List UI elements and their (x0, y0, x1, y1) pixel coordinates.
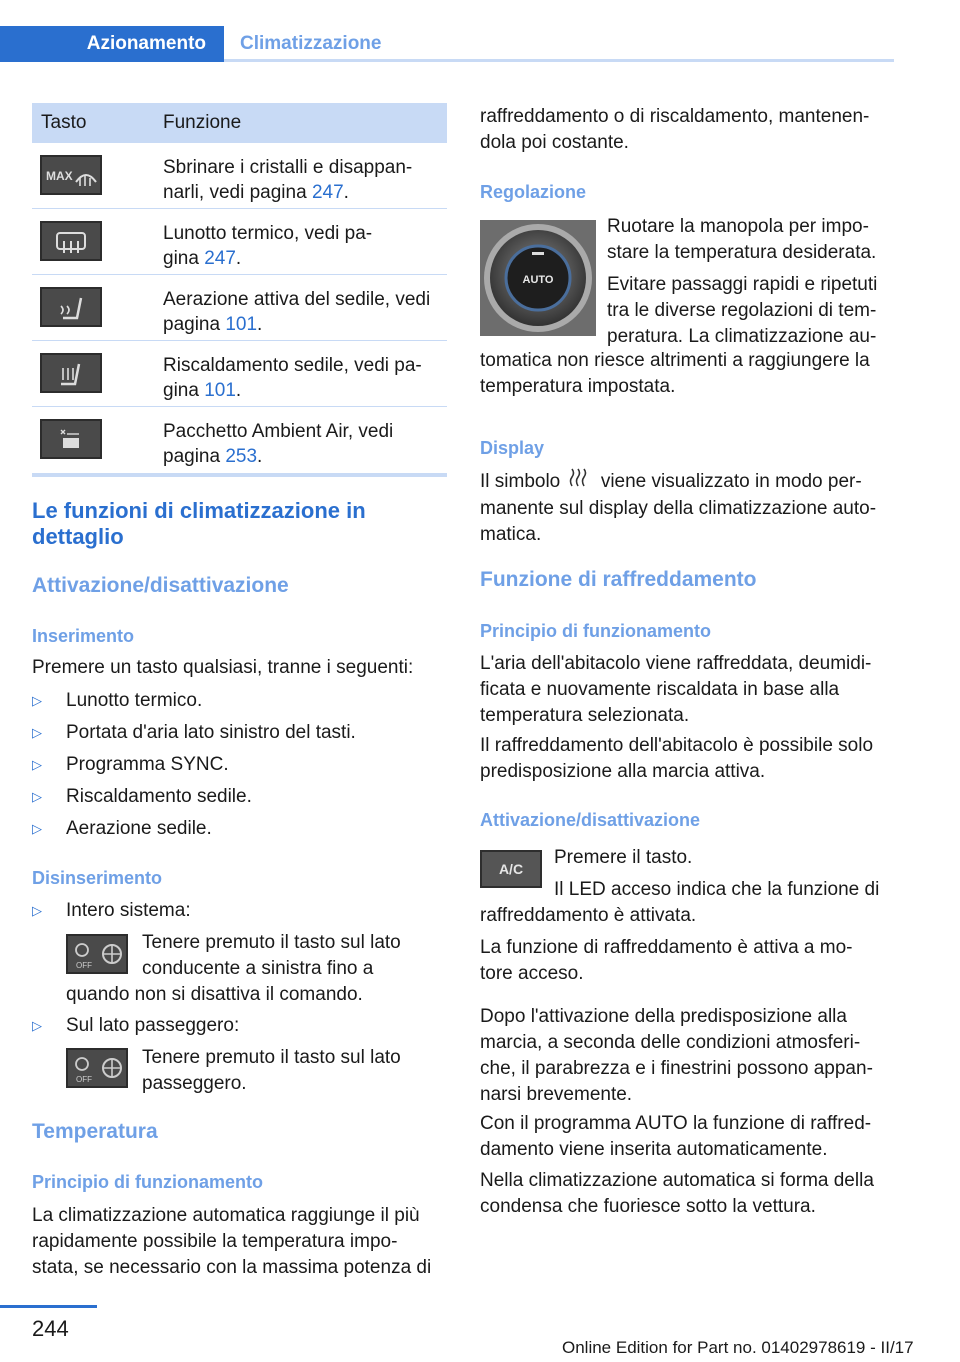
max-defrost-icon (40, 155, 102, 195)
whole-text-cont: quando non si disattiva il comando. (66, 984, 363, 1005)
table-row (32, 341, 447, 407)
svg-text:OFF: OFF (76, 961, 92, 970)
function-text: Aerazione attiva del sedile, vedi pagina 101. (163, 289, 431, 335)
function-text: Riscaldamento sedile, vedi pa- gina 101. (163, 355, 422, 401)
passenger-text: Tenere premuto il tasto sul lato passeggero. (142, 1047, 401, 1094)
page-link[interactable]: 247 (204, 248, 236, 269)
insert-heading: Inserimento (32, 626, 135, 646)
temperature-heading: Temperatura (32, 1120, 158, 1143)
ac-text: Il LED acceso indica che la funzione di (554, 879, 880, 900)
ac-text: La funzione di raffreddamento è attiva a mo- tore acceso. (480, 937, 853, 984)
condensation-text: Dopo l'attivazione della predisposizione alla marcia, a seconda delle condizioni atmosferi- che, il parabrezza e i finestrini possono appan- narsi brevemente. (480, 1006, 873, 1105)
temperature-knob-image (480, 220, 596, 336)
regulation-text: Ruotare la manopola per impo- stare la temperatura desiderata. (607, 216, 877, 263)
fan-off-button-icon (66, 934, 128, 974)
disinsert-heading: Disinserimento (32, 868, 163, 888)
function-text: Sbrinare i cristalli e disappan- narli, vedi pagina 247. (163, 157, 413, 203)
section-title: Le funzioni di climatizzazione in dettaglio (32, 498, 366, 549)
svg-text:AUTO: AUTO (522, 274, 554, 286)
insert-text: Premere un tasto qualsiasi, tranne i seguenti: (32, 657, 414, 678)
svg-text:OFF: OFF (76, 1075, 92, 1084)
tab-azionamento[interactable]: Azionamento (0, 26, 224, 62)
col-function-header: Funzione (163, 112, 242, 133)
seat-heating-icon (40, 353, 102, 393)
ac-text-cont: raffreddamento è attivata. (480, 905, 697, 926)
ac-text: Premere il tasto. (554, 847, 693, 868)
table-row (32, 209, 447, 275)
page-link[interactable]: 247 (311, 182, 344, 203)
tab-climatizzazione[interactable]: Climatizzazione (224, 26, 894, 62)
svg-text:MAX: MAX (46, 169, 73, 183)
temperature-text: La climatizzazione automatica raggiunge il più rapidamente possibile la temperatura impo- stata, se necessario con la massima potenza di (32, 1205, 432, 1278)
page-link[interactable]: 253 (225, 446, 258, 467)
function-table (32, 103, 447, 477)
footer-rule (0, 1305, 97, 1308)
display-text: Il simbolo viene visualizzato in modo per- manente sul display della climatizzazione auto- matica. (480, 468, 876, 548)
whole-text: Tenere premuto il tasto sul lato conducente a sinistra fino a (142, 932, 401, 979)
table-header (32, 103, 447, 143)
cooling-text: Il raffreddamento dell'abitacolo è possibile solo predisposizione alla marcia attiva. (480, 735, 874, 782)
air-flow-symbol-icon (566, 468, 596, 496)
ambient-air-icon (40, 419, 102, 459)
cooling-text: L'aria dell'abitacolo viene raffreddata, deumidi- ficata e nuovamente riscaldata in base alla temperatura selezionata. (480, 653, 872, 726)
fan-off-button-icon (66, 1048, 128, 1088)
condensation-text: Nella climatizzazione automatica si forma della condensa che fuoriesce sotto la vettura. (480, 1170, 874, 1217)
function-text: Lunotto termico, vedi pa- gina 247. (163, 223, 373, 269)
cooling-heading: Funzione di raffreddamento (480, 568, 757, 591)
display-heading: Display (480, 438, 545, 458)
ac-button-icon: A/C (480, 850, 542, 888)
col-key-header: Tasto (41, 112, 87, 133)
table-row (32, 407, 447, 477)
continued-text: raffreddamento o di riscaldamento, mantenen- dola poi costante. (480, 106, 870, 153)
page-link[interactable]: 101 (225, 314, 258, 335)
page-link[interactable]: 101 (204, 380, 236, 401)
table-row (32, 275, 447, 341)
regulation-text-cont: tomatica non riesce altrimenti a raggiungere la temperatura impostata. (480, 350, 870, 397)
function-text: Pacchetto Ambient Air, vedi pagina 253. (163, 421, 394, 467)
seat-ventilation-icon (40, 287, 102, 327)
principle-heading: Principio di funzionamento (32, 1172, 263, 1192)
edition-note: Online Edition for Part no. 01402978619 - II/17 (562, 1338, 914, 1357)
regulation-text: Evitare passaggi rapidi e ripetuti tra le diverse regolazioni di tem- peratura. La climatizzazione au- (607, 274, 878, 347)
table-row (32, 143, 447, 209)
regulation-heading: Regolazione (480, 182, 587, 202)
page-number: 244 (32, 1316, 69, 1341)
activation-heading: Attivazione/disattivazione (32, 574, 289, 597)
ac-activation-heading: Attivazione/disattivazione (480, 810, 701, 830)
rear-window-heating-icon (40, 221, 102, 261)
auto-text: Con il programma AUTO la funzione di raffred- damento viene inserita automaticamente. (480, 1113, 872, 1160)
cooling-principle-heading: Principio di funzionamento (480, 621, 711, 641)
